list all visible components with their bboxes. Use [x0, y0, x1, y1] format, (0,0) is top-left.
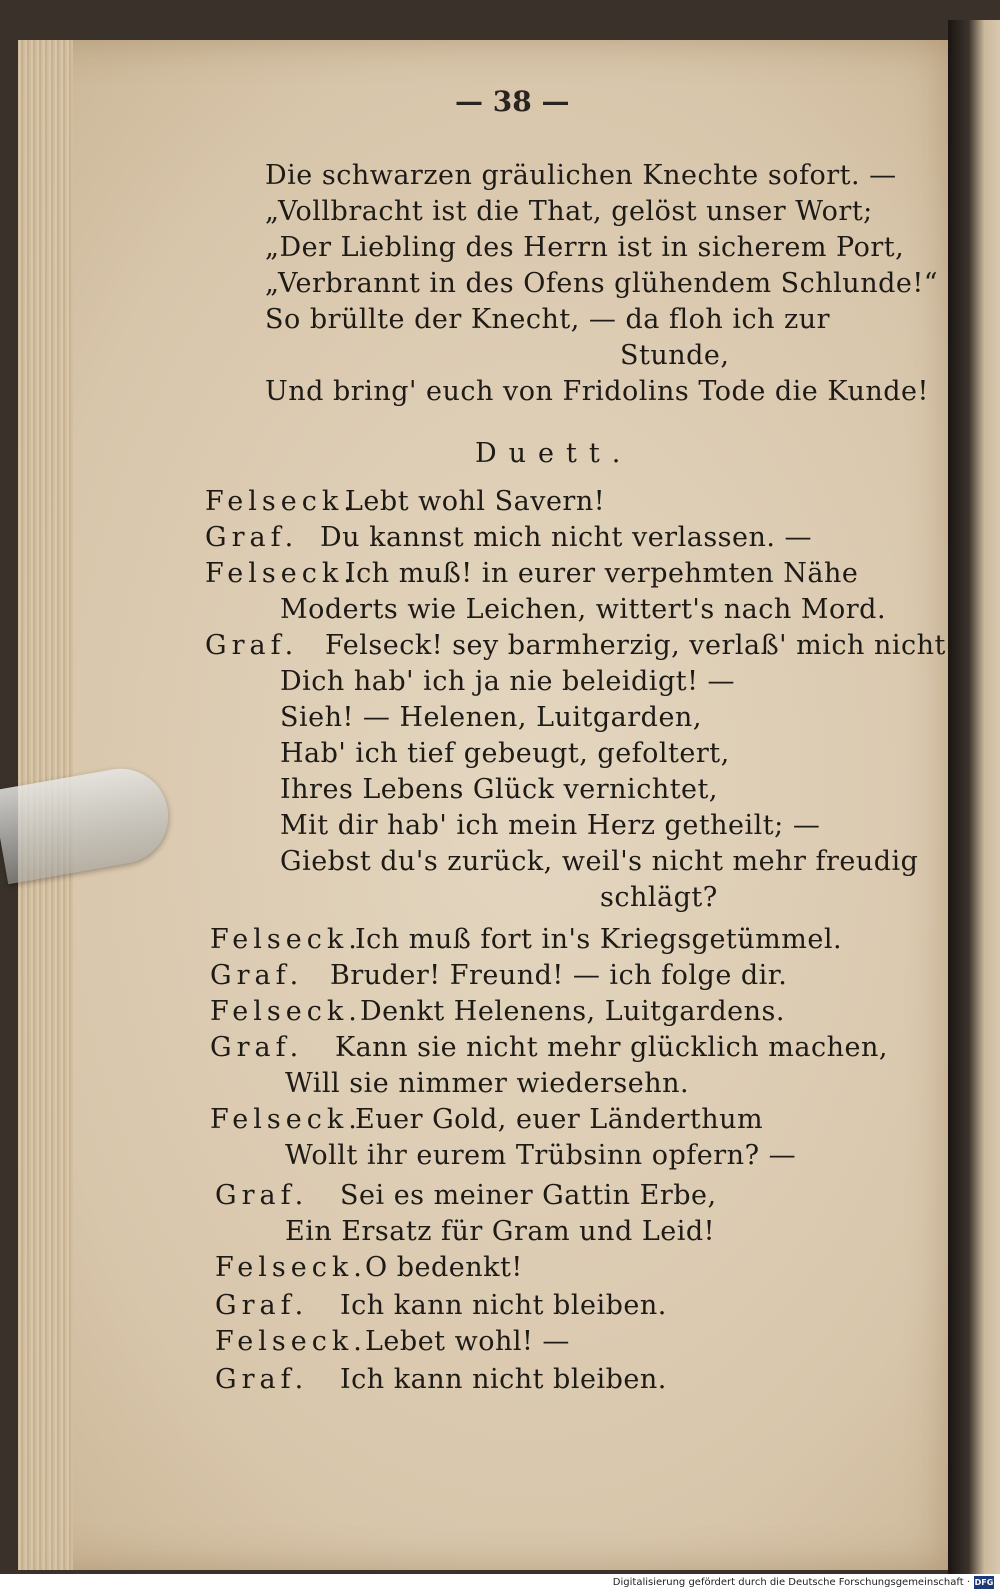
dialogue-line: Ich kann nicht bleiben.: [340, 1364, 667, 1395]
text-line: „Verbrannt in des Ofens glühendem Schlunde!“: [265, 268, 939, 299]
speaker-name: Felseck.: [210, 1104, 362, 1135]
speaker-name: Graf.: [215, 1290, 309, 1321]
dialogue-line: Bruder! Freund! — ich folge dir.: [330, 960, 788, 991]
dialogue-line: Kann sie nicht mehr glücklich machen,: [335, 1032, 888, 1063]
dialogue-line: Denkt Helenens, Luitgardens.: [360, 996, 785, 1027]
dialogue-line: O bedenkt!: [365, 1252, 523, 1283]
dialogue-line: Ein Ersatz für Gram und Leid!: [285, 1216, 715, 1247]
dialogue-line: Moderts wie Leichen, wittert's nach Mord.: [280, 594, 887, 625]
dialogue-line: Mit dir hab' ich mein Herz getheilt; —: [280, 810, 821, 841]
dialogue-line: Ich kann nicht bleiben.: [340, 1290, 667, 1321]
speaker-name: Graf.: [215, 1364, 309, 1395]
speaker-name: Felseck.: [210, 924, 362, 955]
section-heading: Duett.: [475, 438, 633, 469]
page-number: — 38 —: [455, 85, 570, 118]
dialogue-line: Lebt wohl Savern!: [345, 486, 606, 517]
speaker-name: Felseck.: [215, 1252, 367, 1283]
dialogue-line: Ich muß fort in's Kriegsgetümmel.: [355, 924, 843, 955]
dialogue-line: Dich hab' ich ja nie beleidigt! —: [280, 666, 736, 697]
text-line: „Der Liebling des Herrn ist in sicherem Port,: [265, 232, 905, 263]
dialogue-line: Sieh! — Helenen, Luitgarden,: [280, 702, 702, 733]
dialogue-line: Sei es meiner Gattin Erbe,: [340, 1180, 717, 1211]
text-line: Stunde,: [620, 340, 730, 371]
speaker-name: Graf.: [210, 1032, 304, 1063]
speaker-name: Graf.: [205, 630, 299, 661]
text-line: So brüllte der Knecht, — da floh ich zur: [265, 304, 831, 335]
speaker-name: Graf.: [205, 522, 299, 553]
dialogue-line: Euer Gold, euer Länderthum: [355, 1104, 764, 1135]
dialogue-line: Du kannst mich nicht verlassen. —: [320, 522, 813, 553]
dialogue-line: Will sie nimmer wiedersehn.: [285, 1068, 690, 1099]
text-line: Und bring' euch von Fridolins Tode die Kunde!: [265, 376, 929, 407]
dialogue-line: Ich muß! in eurer verpehmten Nähe: [345, 558, 859, 589]
digitization-credit: Digitalisierung gefördert durch die Deutsche Forschungsgemeinschaft ·: [612, 1577, 970, 1588]
speaker-name: Graf.: [210, 960, 304, 991]
dialogue-line: Ihres Lebens Glück vernichtet,: [280, 774, 718, 805]
dialogue-line: schlägt?: [600, 882, 718, 913]
speaker-name: Graf.: [215, 1180, 309, 1211]
dialogue-line: Felseck! sey barmherzig, verlaß' mich nicht.: [325, 630, 955, 661]
dfg-logo: DFG: [974, 1578, 994, 1587]
dialogue-line: Hab' ich tief gebeugt, gefoltert,: [280, 738, 730, 769]
dialogue-line: Wollt ihr eurem Trübsinn opfern? —: [285, 1140, 797, 1171]
dialogue-line: Lebet wohl! —: [365, 1326, 570, 1357]
speaker-name: Felseck.: [205, 486, 357, 517]
text-line: „Vollbracht ist die That, gelöst unser Wort;: [265, 196, 873, 227]
speaker-name: Felseck.: [205, 558, 357, 589]
speaker-name: Felseck.: [210, 996, 362, 1027]
speaker-name: Felseck.: [215, 1326, 367, 1357]
text-line: Die schwarzen gräulichen Knechte sofort. —: [265, 160, 897, 191]
dialogue-line: Giebst du's zurück, weil's nicht mehr freudig: [280, 846, 919, 877]
